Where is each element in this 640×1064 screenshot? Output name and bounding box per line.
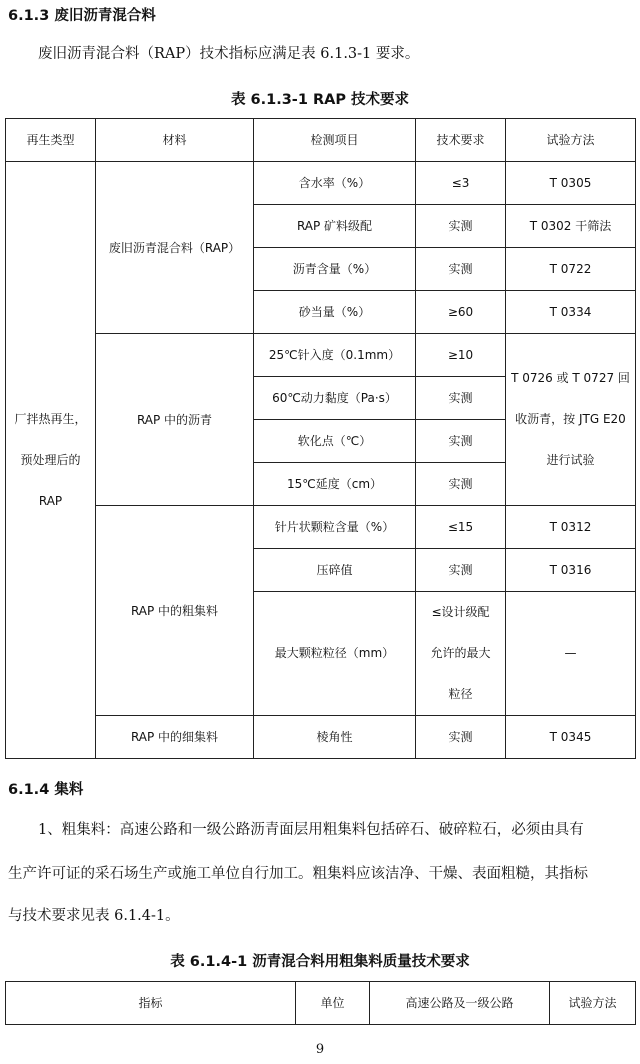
table-cell-method: T 0312: [506, 506, 636, 549]
rap-technical-table: [5, 118, 636, 759]
paragraph-coarse-aggregate-line-3: 与技术要求见表 6.1.4-1。: [8, 908, 180, 924]
table-cell-method: T 0334: [506, 291, 636, 334]
table-cell-item: 软化点（℃）: [254, 420, 416, 463]
material-rap-bitumen: RAP 中的沥青: [96, 334, 254, 506]
table-cell-req: 实测: [416, 463, 506, 506]
table-cell-item: 60℃动力黏度（Pa·s）: [254, 377, 416, 420]
material-rap-fine: RAP 中的细集料: [96, 716, 254, 759]
table-cell-item: 25℃针入度（0.1mm）: [254, 334, 416, 377]
paragraph-rap-intro: 废旧沥青混合料（RAP）技术指标应满足表 6.1.3-1 要求。: [38, 46, 420, 62]
table-cell-item: 压碎值: [254, 549, 416, 592]
header-test-method: 试验方法: [550, 982, 636, 1025]
header-regen-type: 再生类型: [6, 119, 96, 162]
table-cell-item: 砂当量（%）: [254, 291, 416, 334]
table-cell-item: 最大颗粒粒径（mm）: [254, 592, 416, 716]
header-material: 材料: [96, 119, 254, 162]
table-cell-req: 实测: [416, 248, 506, 291]
header-indicator: 指标: [6, 982, 296, 1025]
table-cell-req: ≥60: [416, 291, 506, 334]
header-test-item: 检测项目: [254, 119, 416, 162]
header-unit: 单位: [296, 982, 370, 1025]
table-cell-req: ≤15: [416, 506, 506, 549]
table-cell-method: T 0302 干筛法: [506, 205, 636, 248]
table-cell-method: T 0316: [506, 549, 636, 592]
table-cell-method: T 0722: [506, 248, 636, 291]
paragraph-coarse-aggregate-line-2: 生产许可证的采石场生产或施工单位自行加工。粗集料应该洁净、干燥、表面粗糙，其指标: [8, 866, 588, 882]
coarse-aggregate-table: [5, 981, 636, 1025]
bitumen-method-cell: T 0726 或 T 0727 回 收沥青，按 JTG E20 进行试验: [506, 334, 636, 506]
table-cell-item: RAP 矿料级配: [254, 205, 416, 248]
table-cell-item: 棱角性: [254, 716, 416, 759]
table-cell-item: 含水率（%）: [254, 162, 416, 205]
section-heading-6-1-3: 6.1.3 废旧沥青混合料: [8, 8, 156, 24]
table-cell-req: 实测: [416, 205, 506, 248]
max-size-req-cell: ≤设计级配 允许的最大 粒径: [416, 592, 506, 716]
table-caption-6-1-3-1: 表 6.1.3-1 RAP 技术要求: [230, 92, 410, 108]
table-cell-item: 15℃延度（cm）: [254, 463, 416, 506]
table-cell-req: 实测: [416, 549, 506, 592]
header-highway-class: 高速公路及一级公路: [370, 982, 550, 1025]
table-cell-req: 实测: [416, 716, 506, 759]
table-cell-req: 实测: [416, 420, 506, 463]
page-number: 9: [315, 1042, 325, 1057]
header-requirement: 技术要求: [416, 119, 506, 162]
material-rap-coarse: RAP 中的粗集料: [96, 506, 254, 716]
regen-type-cell: 厂拌热再生， 预处理后的 RAP: [6, 162, 96, 759]
table-caption-6-1-4-1: 表 6.1.4-1 沥青混合料用粗集料质量技术要求: [170, 954, 470, 970]
table-cell-method: —: [506, 592, 636, 716]
header-test-method: 试验方法: [506, 119, 636, 162]
table-cell-req: ≥10: [416, 334, 506, 377]
table-cell-method: T 0345: [506, 716, 636, 759]
paragraph-coarse-aggregate-line-1: 1、粗集料：高速公路和一级公路沥青面层用粗集料包括碎石、破碎粒石，必须由具有: [38, 822, 584, 838]
table-cell-item: 针片状颗粒含量（%）: [254, 506, 416, 549]
table-cell-req: 实测: [416, 377, 506, 420]
table-cell-method: T 0305: [506, 162, 636, 205]
table-cell-req: ≤3: [416, 162, 506, 205]
section-heading-6-1-4: 6.1.4 集料: [8, 782, 84, 798]
material-rap-mix: 废旧沥青混合料（RAP）: [96, 162, 254, 334]
table-cell-item: 沥青含量（%）: [254, 248, 416, 291]
